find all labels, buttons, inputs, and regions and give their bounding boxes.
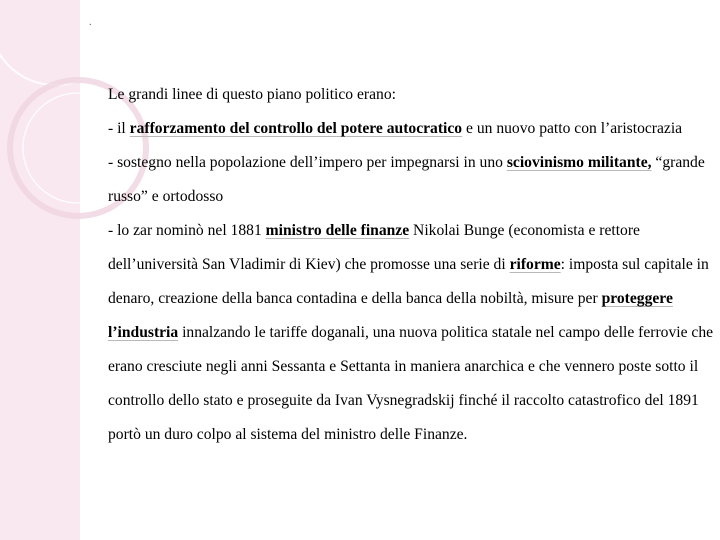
intro-paragraph [108,78,714,112]
highlight-reforms: riforme [509,256,561,273]
text: e un nuovo patto con l’aristocrazia [462,120,683,137]
highlight-chauvinism: sciovinismo militante, [506,154,652,171]
bullet-dash: - [108,154,118,171]
bullet-bunge [108,214,714,452]
highlight-industry: proteggere l’industria [108,290,673,341]
intro-text: Le grandi linee di questo piano politico erano: [108,86,396,103]
bullet-dash: - [108,120,118,137]
bullet-autocracy [108,112,714,146]
text: : imposta sul capitale in denaro, creazione della banca contadina e della banca della nobiltà, misure per [108,256,709,307]
text: il [117,120,130,137]
slide-body [108,78,714,452]
text: innalzando le tariffe doganali, una nuova politica statale nel campo delle ferrovie che erano cresciute negli anni Sessanta e Settanta in maniera anarchica e che vennero poste sotto il controllo dello stato e proseguite da Ivan Vysnegradskij finché il raccolto catastrofico del 1891 portò un duro colpo al sistema del ministro delle Finanze. [108,324,714,443]
bullet-chauvinism [108,146,714,214]
highlight-autocracy: rafforzamento del controllo del potere autocratico [129,120,463,137]
highlight-finance-minister: ministro delle finanze [265,222,410,239]
text: sostegno nella popolazione dell’impero per impegnarsi in uno [117,154,507,171]
slide-marker: . [89,17,92,28]
text: - lo zar nominò nel 1881 [108,222,266,239]
text: Nikolai Bunge (economista e rettore dell’università San Vladimir di Kiev) che promosse una serie di [108,222,640,273]
text: “grande russo” e ortodosso [108,154,705,205]
slide-sidebar [0,0,80,540]
